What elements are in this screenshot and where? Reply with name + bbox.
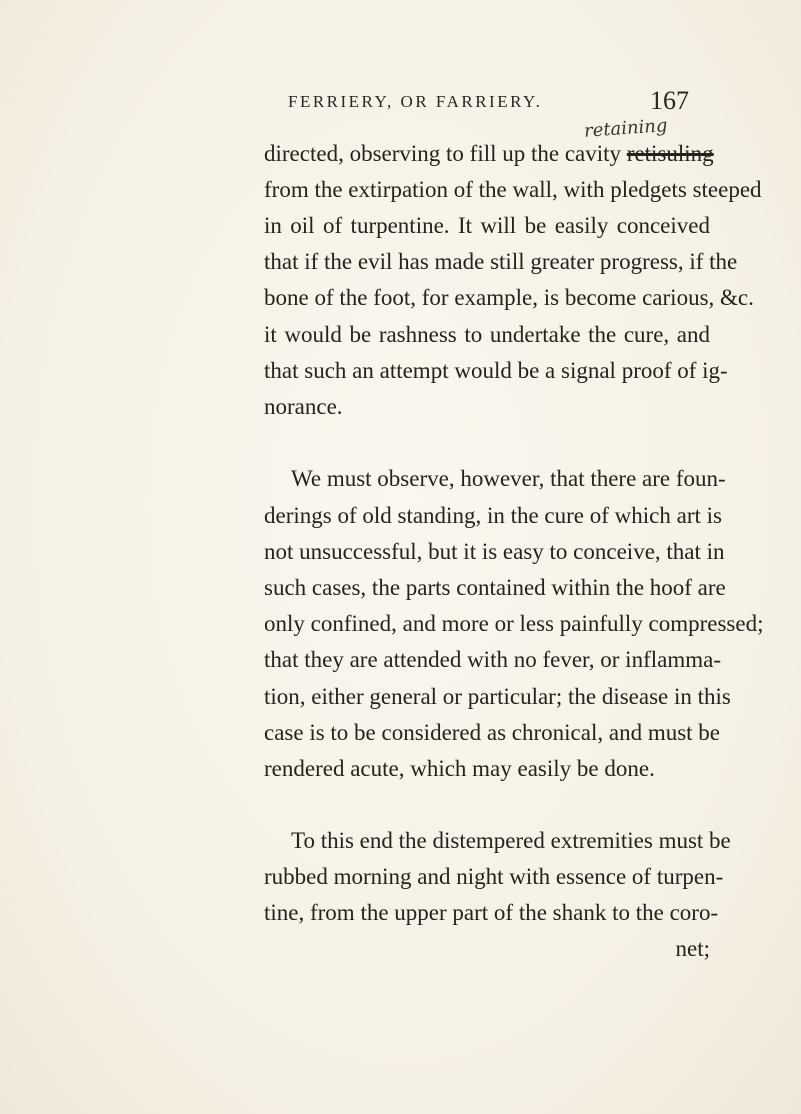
text-line: tion, either general or particular; the disease in this <box>264 684 731 709</box>
text-line: only confined, and more or less painfully compressed; <box>264 611 764 636</box>
text-line: from the extirpation of the wall, with pledgets steeped <box>264 177 762 202</box>
text-line: derings of old standing, in the cure of which art is <box>264 503 722 528</box>
handwritten-annotation: retaining <box>583 115 669 142</box>
text-line: in oil of turpentine. It will be easily conceived <box>264 213 710 238</box>
text-line: bone of the foot, for example, is become carious, &c. <box>264 285 754 310</box>
text-line: that such an attempt would be a signal proof of ig- <box>264 358 728 383</box>
line-text: directed, observing to fill up the cavity <box>264 141 627 166</box>
page-number: 167 <box>650 86 689 115</box>
text-line: We must observe, however, that there are foun- <box>291 466 726 491</box>
text-line: norance. <box>264 394 343 419</box>
text-line: rendered acute, which may easily be done. <box>264 756 655 781</box>
text-line: not unsuccessful, but it is easy to conceive, that in <box>264 539 725 564</box>
catchword: net; <box>675 936 710 961</box>
text-line <box>264 140 714 168</box>
text-line: To this end the distempered extremities must be <box>291 828 731 853</box>
text-line: it would be rashness to undertake the cure, and <box>264 322 710 347</box>
text-line: that if the evil has made still greater progress, if the <box>264 249 738 274</box>
text-line: rubbed morning and night with essence of turpen- <box>264 864 724 889</box>
text-line: such cases, the parts contained within the hoof are <box>264 575 726 600</box>
struck-word: retisuling <box>626 141 714 166</box>
text-line: that they are attended with no fever, or inflamma- <box>264 647 721 672</box>
text-line: case is to be considered as chronical, and must be <box>264 720 721 745</box>
text-line: tine, from the upper part of the shank to the coro- <box>264 900 719 925</box>
running-title: FERRIERY, OR FARRIERY. <box>288 92 543 111</box>
